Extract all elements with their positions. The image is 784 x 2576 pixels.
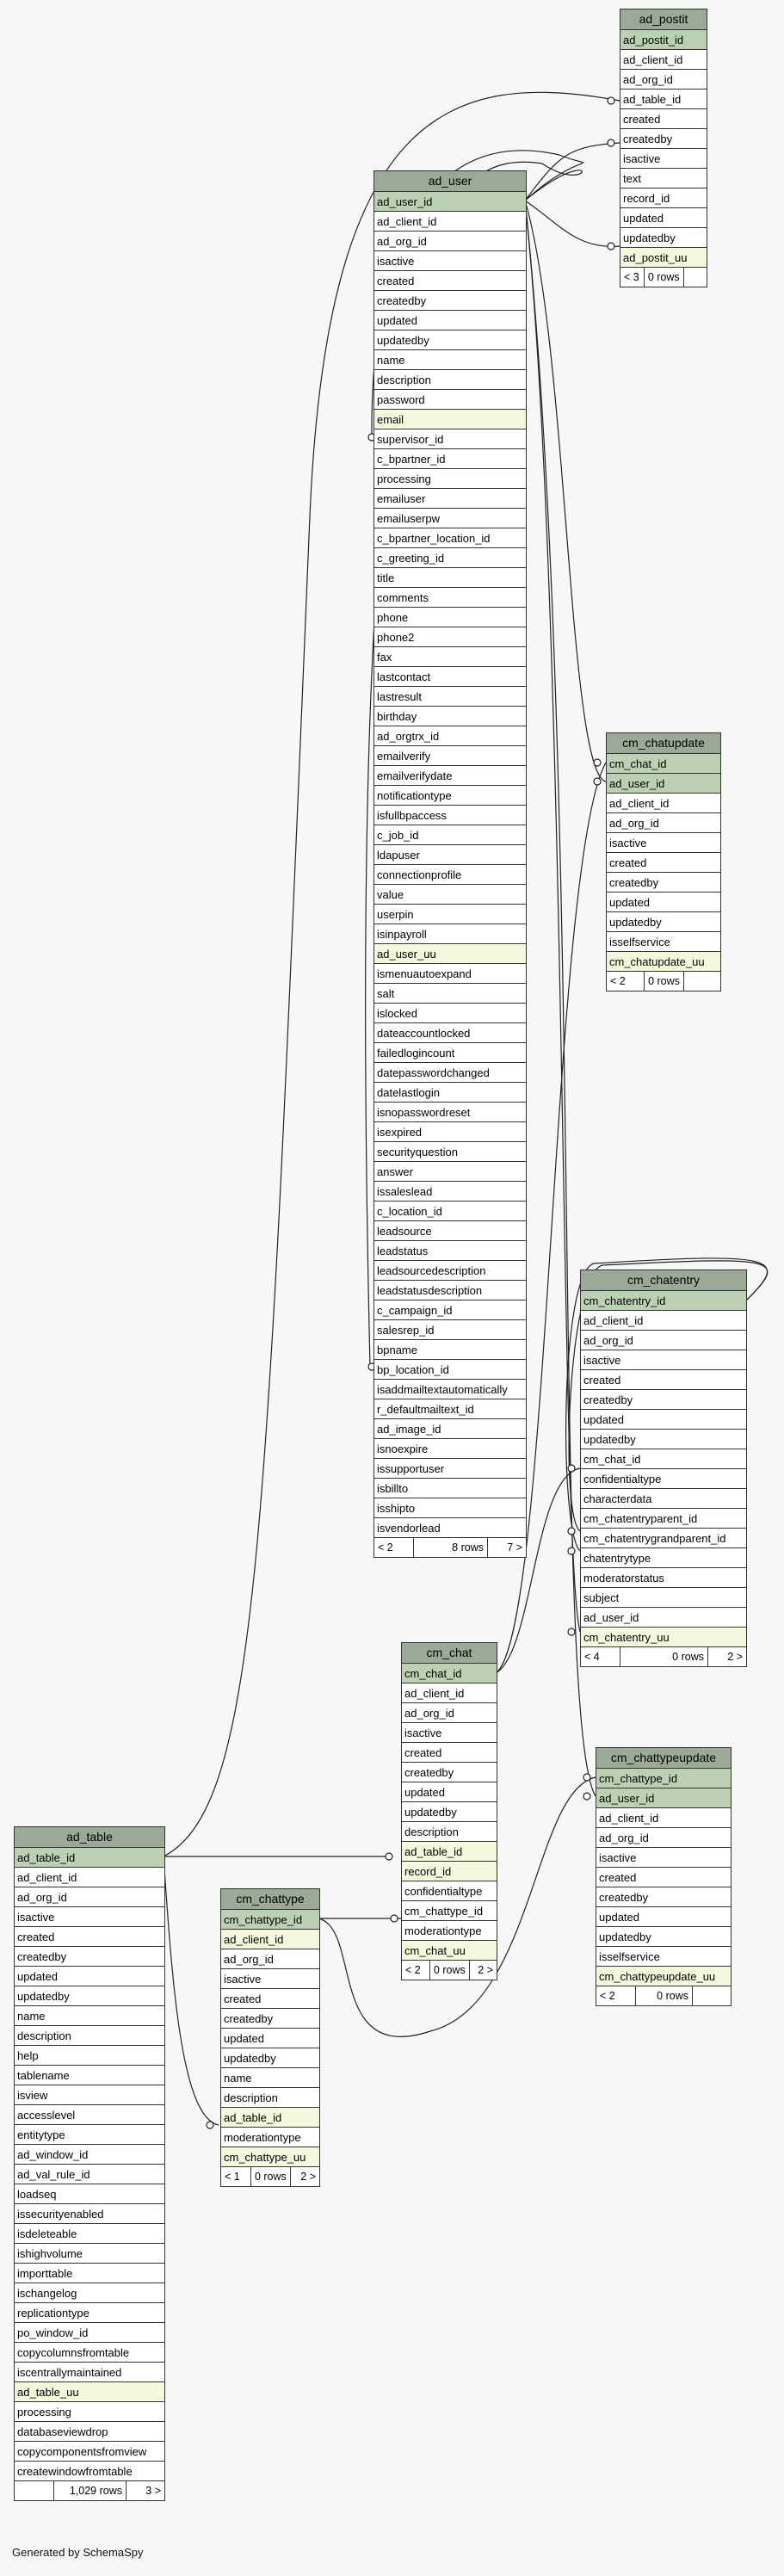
column-row[interactable]: ad_table_id (402, 1842, 497, 1862)
column-row[interactable]: bp_location_id (374, 1360, 526, 1380)
row-count: 0 rows (620, 1647, 708, 1666)
children-link[interactable]: 2 > (727, 1651, 743, 1663)
column-row[interactable]: isactive (15, 1907, 164, 1927)
fk-endpoint (608, 243, 614, 250)
column-row[interactable]: characterdata (581, 1489, 746, 1509)
column-row[interactable]: replicationtype (15, 2303, 164, 2323)
column-row[interactable]: cm_chatentry_uu (581, 1628, 746, 1647)
column-row[interactable]: ad_client_id (374, 212, 526, 232)
column-row[interactable]: ad_client_id (402, 1683, 497, 1703)
column-row[interactable]: confidentialtype (581, 1469, 746, 1489)
column-row[interactable]: answer (374, 1162, 526, 1182)
column-row[interactable]: r_defaultmailtext_id (374, 1399, 526, 1419)
column-row[interactable]: name (15, 2006, 164, 2026)
column-row[interactable]: phone (374, 608, 526, 627)
table-footer (620, 268, 707, 287)
column-row[interactable]: isselfservice (596, 1947, 731, 1967)
children-link[interactable] (684, 972, 720, 991)
column-row[interactable]: c_location_id (374, 1202, 526, 1221)
column-row[interactable]: description (15, 2026, 164, 2046)
column-row[interactable]: ad_client_id (15, 1868, 164, 1887)
column-row[interactable]: ad_org_id (581, 1331, 746, 1350)
column-row[interactable]: ad_user_id (581, 1608, 746, 1628)
column-row[interactable]: record_id (620, 188, 707, 208)
row-count: 0 rows (430, 1961, 470, 1980)
column-row[interactable]: ad_table_uu (15, 2382, 164, 2402)
column-row[interactable]: updatedby (374, 330, 526, 350)
column-row[interactable]: c_bpartner_id (374, 449, 526, 469)
column-row[interactable]: updated (15, 1967, 164, 1986)
column-row[interactable]: email (374, 410, 526, 429)
fk-line (164, 1856, 219, 2125)
column-row[interactable]: created (221, 1989, 319, 2009)
column-row[interactable]: updated (607, 893, 720, 912)
column-row[interactable]: ldapuser (374, 845, 526, 865)
table-footer (596, 1986, 731, 2005)
column-row[interactable]: cm_chat_uu (402, 1941, 497, 1961)
column-row[interactable]: cm_chatentryparent_id (581, 1509, 746, 1529)
generator-credit: Generated by SchemaSpy (12, 2546, 144, 2559)
table-cm_chat[interactable] (401, 1642, 497, 1980)
column-row[interactable]: updated (402, 1782, 497, 1802)
fk-endpoint (391, 1915, 398, 1922)
column-row[interactable]: ad_table_id (221, 2108, 319, 2128)
table-footer (15, 2481, 164, 2500)
column-row[interactable]: created (402, 1743, 497, 1763)
column-row[interactable]: ad_client_id (620, 50, 707, 70)
row-count: 1,029 rows (54, 2481, 127, 2500)
fk-endpoint (594, 778, 601, 785)
column-row[interactable]: updated (581, 1410, 746, 1430)
column-row[interactable]: ad_org_id (607, 813, 720, 833)
column-row[interactable]: ad_org_id (596, 1828, 731, 1848)
column-row[interactable]: ad_orgtrx_id (374, 726, 526, 746)
column-row[interactable]: ad_org_id (15, 1887, 164, 1907)
column-row[interactable]: dateaccountlocked (374, 1023, 526, 1043)
column-row[interactable]: updatedby (596, 1927, 731, 1947)
column-row[interactable]: iscentrallymaintained (15, 2363, 164, 2382)
column-row[interactable]: createwindowfromtable (15, 2462, 164, 2481)
column-row[interactable]: moderationtype (221, 2128, 319, 2147)
column-row[interactable]: description (221, 2088, 319, 2108)
column-row[interactable]: text (620, 169, 707, 188)
fk-endpoint (386, 1853, 392, 1860)
column-row[interactable]: updated (596, 1907, 731, 1927)
row-count: 0 rows (636, 1986, 693, 2005)
column-row[interactable]: createdby (620, 129, 707, 149)
fk-line (525, 201, 606, 781)
column-row[interactable]: po_window_id (15, 2323, 164, 2343)
column-row[interactable]: updated (620, 208, 707, 228)
column-row[interactable]: ad_user_id (374, 192, 526, 212)
column-row[interactable]: chatentrytype (581, 1548, 746, 1568)
column-row[interactable]: accesslevel (15, 2105, 164, 2125)
column-row[interactable]: created (596, 1868, 731, 1887)
column-row[interactable]: updatedby (15, 1986, 164, 2006)
column-row[interactable]: cm_chatentrygrandparent_id (581, 1529, 746, 1548)
column-row[interactable]: ad_table_id (620, 90, 707, 109)
table-ad_table[interactable] (14, 1826, 165, 2501)
column-row[interactable]: birthday (374, 707, 526, 726)
children-link[interactable]: 3 > (145, 2485, 161, 2497)
column-row[interactable]: record_id (402, 1862, 497, 1881)
column-row[interactable]: processing (374, 469, 526, 489)
column-row[interactable]: databaseviewdrop (15, 2422, 164, 2442)
column-row[interactable]: loadseq (15, 2184, 164, 2204)
column-row[interactable]: isnopasswordreset (374, 1103, 526, 1122)
column-row[interactable]: importtable (15, 2264, 164, 2283)
fk-endpoint (583, 1793, 590, 1800)
column-row[interactable]: updatedby (607, 912, 720, 932)
column-row[interactable]: createdby (402, 1763, 497, 1782)
parents-link[interactable]: < 2 (596, 1986, 636, 2005)
column-row[interactable]: leadsourcedescription (374, 1261, 526, 1281)
column-row[interactable]: cm_chat_id (607, 754, 720, 774)
column-row[interactable]: ad_client_id (596, 1808, 731, 1828)
table-cm_chattypeupdate[interactable] (596, 1747, 732, 2006)
column-row[interactable]: failedlogincount (374, 1043, 526, 1063)
column-row[interactable]: createdby (374, 291, 526, 311)
column-row[interactable]: title (374, 568, 526, 588)
parents-link[interactable]: < 4 (581, 1647, 620, 1666)
parents-link[interactable]: < 3 (620, 268, 645, 287)
column-row[interactable]: cm_chatupdate_uu (607, 952, 720, 972)
column-row[interactable]: leadstatusdescription (374, 1281, 526, 1300)
column-row[interactable]: datepasswordchanged (374, 1063, 526, 1083)
column-row[interactable]: isexpired (374, 1122, 526, 1142)
column-row[interactable]: created (15, 1927, 164, 1947)
column-row[interactable]: isactive (607, 833, 720, 853)
column-row[interactable]: createdby (596, 1887, 731, 1907)
column-row[interactable]: createdby (607, 873, 720, 893)
column-row[interactable]: createdby (581, 1390, 746, 1410)
parents-link[interactable]: < 1 (221, 2167, 251, 2186)
fk-endpoint (568, 1465, 575, 1472)
column-row[interactable]: phone2 (374, 627, 526, 647)
column-row[interactable]: issaleslead (374, 1182, 526, 1202)
column-row[interactable]: ad_user_id (596, 1788, 731, 1808)
column-row[interactable]: updated (374, 311, 526, 330)
column-row[interactable]: cm_chattype_id (596, 1769, 731, 1788)
column-row[interactable]: cm_chatentry_id (581, 1291, 746, 1311)
table-title[interactable]: cm_chatentry (581, 1270, 746, 1291)
row-count: 8 rows (414, 1538, 488, 1557)
fk-endpoint (583, 1774, 590, 1781)
column-row[interactable]: ismenuautoexpand (374, 964, 526, 984)
column-row[interactable]: isvendorlead (374, 1518, 526, 1538)
column-row[interactable]: tablename (15, 2066, 164, 2085)
column-row[interactable]: cm_chattype_id (221, 1910, 319, 1930)
fk-endpoint (608, 97, 614, 104)
column-row[interactable]: isactive (620, 149, 707, 169)
column-row[interactable]: lastcontact (374, 667, 526, 687)
fk-endpoint (568, 1528, 575, 1535)
column-row[interactable]: emailverifydate (374, 766, 526, 786)
column-row[interactable]: isfullbpaccess (374, 806, 526, 825)
column-row[interactable]: lastresult (374, 687, 526, 707)
column-row[interactable]: isinpayroll (374, 924, 526, 944)
column-row[interactable]: createdby (15, 1947, 164, 1967)
table-title[interactable]: cm_chatupdate (607, 733, 720, 754)
column-row[interactable]: ad_user_id (607, 774, 720, 794)
column-row[interactable]: name (374, 350, 526, 370)
column-row[interactable]: c_greeting_id (374, 548, 526, 568)
column-row[interactable]: cm_chattypeupdate_uu (596, 1967, 731, 1986)
column-row[interactable]: securityquestion (374, 1142, 526, 1162)
column-row[interactable]: created (620, 109, 707, 129)
table-title[interactable]: ad_postit (620, 9, 707, 30)
table-footer (221, 2167, 319, 2186)
column-row[interactable]: value (374, 885, 526, 905)
column-row[interactable]: updated (221, 2029, 319, 2048)
column-row[interactable]: copycolumnsfromtable (15, 2343, 164, 2363)
column-row[interactable]: leadsource (374, 1221, 526, 1241)
column-row[interactable]: emailverify (374, 746, 526, 766)
table-ad_user[interactable] (373, 170, 527, 1558)
table-footer (607, 972, 720, 991)
column-row[interactable]: isactive (596, 1848, 731, 1868)
column-row[interactable]: connectionprofile (374, 865, 526, 885)
column-row[interactable]: salt (374, 984, 526, 1004)
table-cm_chattype[interactable] (220, 1888, 320, 2187)
table-ad_postit[interactable] (620, 9, 707, 287)
column-row[interactable]: ad_user_uu (374, 944, 526, 964)
column-row[interactable]: cm_chattype_id (402, 1901, 497, 1921)
children-link[interactable] (684, 268, 707, 287)
column-row[interactable]: updatedby (402, 1802, 497, 1822)
column-row[interactable]: description (374, 370, 526, 390)
children-link[interactable] (693, 1986, 731, 2005)
column-row[interactable]: created (374, 271, 526, 291)
column-row[interactable]: ad_client_id (221, 1930, 319, 1949)
column-row[interactable]: supervisor_id (374, 429, 526, 449)
column-row[interactable]: moderationtype (402, 1921, 497, 1941)
column-row[interactable]: ad_org_id (402, 1703, 497, 1723)
column-row[interactable]: help (15, 2046, 164, 2066)
column-row[interactable]: ad_window_id (15, 2145, 164, 2165)
column-row[interactable]: isview (15, 2085, 164, 2105)
column-row[interactable]: created (607, 853, 720, 873)
table-title[interactable]: ad_table (15, 1827, 164, 1848)
column-row[interactable]: fax (374, 647, 526, 667)
fk-line (525, 201, 620, 246)
table-title[interactable]: cm_chattypeupdate (596, 1748, 731, 1769)
column-row[interactable]: isactive (221, 1969, 319, 1989)
row-count: 0 rows (251, 2167, 291, 2186)
fk-line (525, 201, 580, 1632)
table-footer (402, 1961, 497, 1980)
parents-link[interactable]: < 2 (402, 1961, 430, 1980)
column-row[interactable]: c_campaign_id (374, 1300, 526, 1320)
column-row[interactable]: copycomponentsfromview (15, 2442, 164, 2462)
column-row[interactable]: ad_postit_id (620, 30, 707, 50)
column-row[interactable]: ad_org_id (221, 1949, 319, 1969)
parents-link[interactable] (15, 2481, 54, 2500)
column-row[interactable]: updatedby (581, 1430, 746, 1449)
children-link[interactable]: 2 > (478, 1964, 493, 1976)
column-row[interactable]: leadstatus (374, 1241, 526, 1261)
table-title[interactable]: ad_user (374, 171, 526, 192)
column-row[interactable]: isactive (402, 1723, 497, 1743)
column-row[interactable]: name (221, 2068, 319, 2088)
column-row[interactable]: islocked (374, 1004, 526, 1023)
table-cm_chatentry[interactable] (580, 1269, 747, 1667)
table-cm_chatupdate[interactable] (606, 732, 721, 991)
column-row[interactable]: subject (581, 1588, 746, 1608)
fk-endpoint (568, 1628, 575, 1635)
table-title[interactable]: cm_chattype (221, 1889, 319, 1910)
column-row[interactable]: entitytype (15, 2125, 164, 2145)
column-row[interactable]: confidentialtype (402, 1881, 497, 1901)
column-row[interactable]: cm_chattype_uu (221, 2147, 319, 2167)
fk-endpoint (568, 1547, 575, 1554)
column-row[interactable]: notificationtype (374, 786, 526, 806)
column-row[interactable]: datelastlogin (374, 1083, 526, 1103)
column-row[interactable]: ad_image_id (374, 1419, 526, 1439)
column-row[interactable]: issupportuser (374, 1459, 526, 1479)
column-row[interactable]: emailuserpw (374, 509, 526, 528)
column-row[interactable]: cm_chat_id (402, 1664, 497, 1683)
column-row[interactable]: password (374, 390, 526, 410)
column-row[interactable]: moderatorstatus (581, 1568, 746, 1588)
column-row[interactable]: c_bpartner_location_id (374, 528, 526, 548)
parents-link[interactable]: < 2 (374, 1538, 414, 1557)
column-row[interactable]: ad_org_id (374, 232, 526, 251)
column-row[interactable]: ad_table_id (15, 1848, 164, 1868)
column-row[interactable]: isactive (374, 251, 526, 271)
row-count: 0 rows (645, 972, 684, 991)
table-footer (374, 1538, 526, 1557)
column-row[interactable]: isdeleteable (15, 2224, 164, 2244)
column-row[interactable]: cm_chat_id (581, 1449, 746, 1469)
column-row[interactable]: bpname (374, 1340, 526, 1360)
column-row[interactable]: c_job_id (374, 825, 526, 845)
fk-endpoint (608, 139, 614, 146)
column-row[interactable]: processing (15, 2402, 164, 2422)
column-row[interactable]: emailuser (374, 489, 526, 509)
table-footer (581, 1647, 746, 1666)
column-row[interactable]: isnoexpire (374, 1439, 526, 1459)
column-row[interactable]: ad_client_id (607, 794, 720, 813)
column-row[interactable]: ishighvolume (15, 2244, 164, 2264)
column-row[interactable]: description (402, 1822, 497, 1842)
column-row[interactable]: isselfservice (607, 932, 720, 952)
column-row[interactable]: isactive (581, 1350, 746, 1370)
column-row[interactable]: isshipto (374, 1498, 526, 1518)
fk-endpoint (594, 759, 601, 766)
column-row[interactable]: createdby (221, 2009, 319, 2029)
parents-link[interactable]: < 2 (607, 972, 645, 991)
column-row[interactable]: ad_postit_uu (620, 248, 707, 268)
fk-endpoint (207, 2122, 213, 2128)
column-row[interactable]: updatedby (620, 228, 707, 248)
children-link[interactable]: 7 > (507, 1541, 522, 1554)
column-row[interactable]: ad_client_id (581, 1311, 746, 1331)
column-row[interactable]: ischangelog (15, 2283, 164, 2303)
column-row[interactable]: isbillto (374, 1479, 526, 1498)
column-row[interactable]: updatedby (221, 2048, 319, 2068)
table-title[interactable]: cm_chat (402, 1643, 497, 1664)
column-row[interactable]: issecurityenabled (15, 2204, 164, 2224)
column-row[interactable]: isaddmailtextautomatically (374, 1380, 526, 1399)
column-row[interactable]: ad_val_rule_id (15, 2165, 164, 2184)
row-count: 0 rows (645, 268, 684, 287)
children-link[interactable]: 2 > (300, 2171, 316, 2183)
column-row[interactable]: salesrep_id (374, 1320, 526, 1340)
column-row[interactable]: created (581, 1370, 746, 1390)
column-row[interactable]: comments (374, 588, 526, 608)
column-row[interactable]: userpin (374, 905, 526, 924)
column-row[interactable]: ad_org_id (620, 70, 707, 90)
